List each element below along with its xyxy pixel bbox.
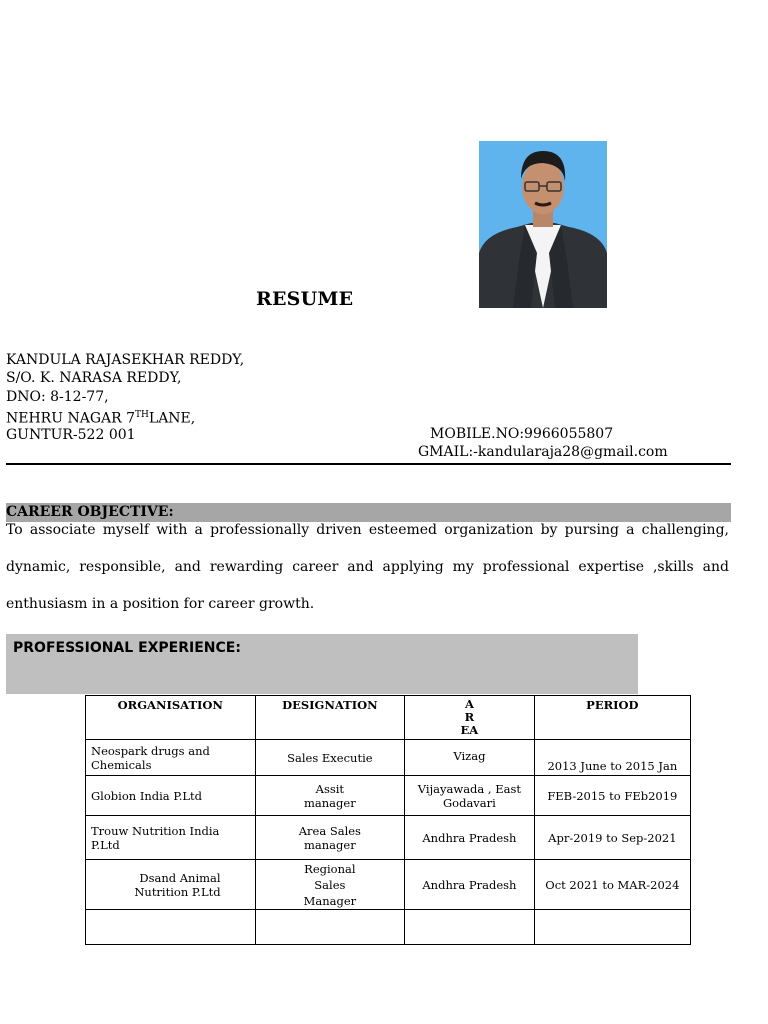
area-cell: Andhra Pradesh <box>405 860 535 910</box>
street-suffix: LANE, <box>148 410 196 427</box>
street-ordinal: TH <box>135 410 149 420</box>
person-photo-icon <box>479 141 607 308</box>
column-header-organisation: ORGANISATION <box>86 696 256 740</box>
applicant-name: KANDULA RAJASEKHAR REDDY, <box>6 352 245 368</box>
experience-table <box>85 695 691 945</box>
street-text: NEHRU NAGAR 7 <box>6 410 136 427</box>
column-header-period: PERIOD <box>534 696 690 740</box>
organisation-cell: Dsand Animal Nutrition P.Ltd <box>86 860 256 910</box>
table-header-row <box>86 696 691 740</box>
column-header-area <box>405 696 535 740</box>
period-cell: Oct 2021 to MAR-2024 <box>534 860 690 910</box>
organisation-cell: Neospark drugs and Chemicals <box>86 740 256 776</box>
objective-line-1: To associate myself with a professionally driven esteemed organization by pursing a challenging, <box>6 522 729 538</box>
table-row-empty <box>86 910 691 945</box>
empty-cell <box>255 910 405 945</box>
organisation-cell: Globion India P.Ltd <box>86 776 256 816</box>
email-address: GMAIL:-kandularaja28@gmail.com <box>418 444 668 460</box>
area-header-text: AR EA <box>460 697 479 737</box>
objective-line-2: dynamic, responsible, and rewarding career and applying my professional expertise ,skills and <box>6 559 729 575</box>
mobile-number: MOBILE.NO:9966055807 <box>430 426 614 442</box>
header-divider <box>6 463 731 465</box>
profile-photo <box>479 141 607 308</box>
area-cell: Andhra Pradesh <box>405 816 535 860</box>
period-cell: Apr-2019 to Sep-2021 <box>534 816 690 860</box>
applicant-relation: S/O. K. NARASA REDDY, <box>6 370 182 386</box>
designation-cell: Assit manager <box>255 776 405 816</box>
city-pincode: GUNTUR-522 001 <box>6 427 136 443</box>
table-row <box>86 776 691 816</box>
period-cell: 2013 June to 2015 Jan <box>534 740 690 776</box>
experience-heading-box <box>6 634 638 694</box>
door-number: DNO: 8-12-77, <box>6 389 109 405</box>
area-cell: Vijayawada , East Godavari <box>405 776 535 816</box>
organisation-cell: Trouw Nutrition India P.Ltd <box>86 816 256 860</box>
designation-cell: Area Sales manager <box>255 816 405 860</box>
column-header-designation: DESIGNATION <box>255 696 405 740</box>
table-row <box>86 860 691 910</box>
experience-heading: PROFESSIONAL EXPERIENCE: <box>13 640 241 656</box>
empty-cell <box>405 910 535 945</box>
resume-title: RESUME <box>256 288 354 310</box>
table-row <box>86 740 691 776</box>
career-objective-heading: CAREER OBJECTIVE: <box>6 503 731 522</box>
designation-cell: Sales Executie <box>255 740 405 776</box>
designation-cell: Regional Sales Manager <box>255 860 405 910</box>
empty-cell <box>86 910 256 945</box>
objective-line-3: enthusiasm in a position for career growth. <box>6 596 315 612</box>
empty-cell <box>534 910 690 945</box>
street-address <box>6 406 195 428</box>
area-cell: Vizag <box>405 740 535 776</box>
table-row <box>86 816 691 860</box>
period-cell: FEB-2015 to FEb2019 <box>534 776 690 816</box>
